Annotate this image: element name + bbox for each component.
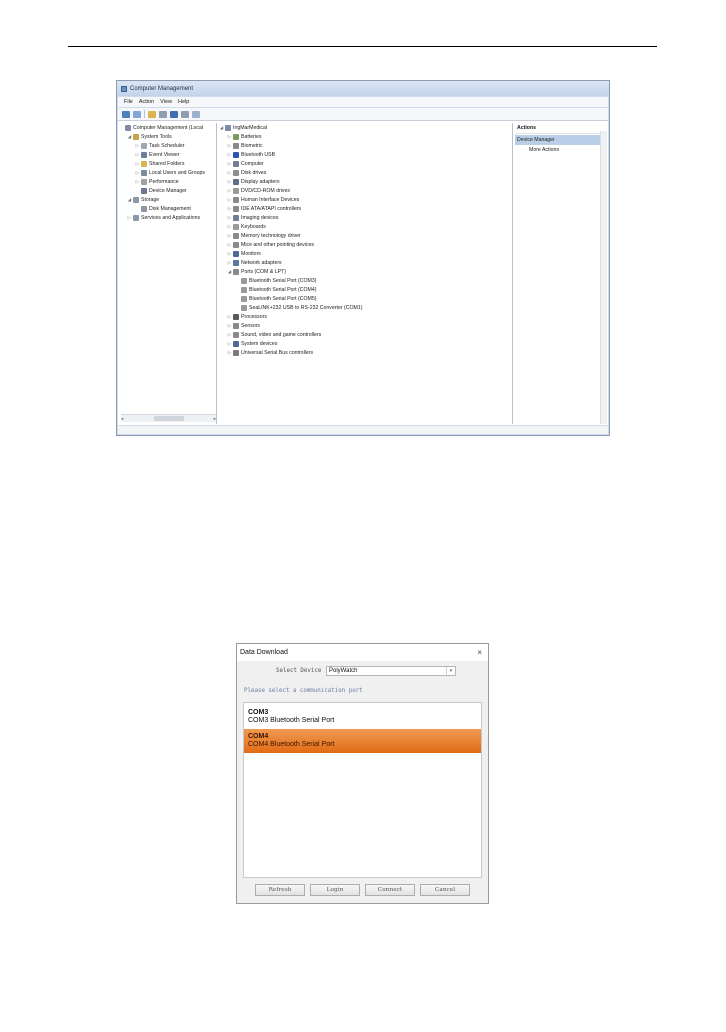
menu-help[interactable]: Help <box>178 99 190 105</box>
device-tree-item[interactable] <box>219 222 512 231</box>
expand-toggle-icon[interactable]: ▷ <box>135 142 140 148</box>
expand-toggle-icon[interactable]: ▷ <box>227 160 232 166</box>
device-tree-label: Network adapters <box>241 259 282 266</box>
device-tree-label: IDE ATA/ATAPI controllers <box>241 205 302 212</box>
console-tree-item[interactable] <box>119 168 216 177</box>
device-icon <box>233 134 239 140</box>
device-icon <box>141 161 147 167</box>
expand-toggle-icon[interactable]: ▷ <box>227 232 232 238</box>
device-icon <box>233 188 239 194</box>
expand-toggle-icon[interactable]: ▷ <box>227 187 232 193</box>
cm-menubar <box>118 97 608 107</box>
actions-pane <box>515 123 607 424</box>
console-tree-label: Event Viewer <box>149 151 180 158</box>
console-tree-item[interactable] <box>119 123 216 132</box>
data-download-dialog <box>236 643 489 904</box>
expand-toggle-icon[interactable]: ▷ <box>227 250 232 256</box>
device-icon <box>233 314 239 320</box>
device-tree-label: Bluetooth Serial Port (COM3) <box>249 277 317 284</box>
console-tree-label: Disk Management <box>149 205 191 212</box>
device-tree-item[interactable] <box>219 231 512 240</box>
expand-toggle-icon[interactable]: ▷ <box>227 223 232 229</box>
expand-toggle-icon[interactable]: ▷ <box>227 169 232 175</box>
actions-vscroll[interactable] <box>600 131 607 424</box>
device-icon <box>141 143 147 149</box>
device-tree-item[interactable] <box>219 249 512 258</box>
device-tree-label: Ports (COM & LPT) <box>241 268 286 275</box>
device-icon <box>133 134 139 140</box>
device-icon <box>241 278 247 284</box>
more-actions-label: More Actions <box>529 147 559 153</box>
cm-titlebar <box>117 81 609 96</box>
device-icon <box>233 161 239 167</box>
device-icon <box>241 287 247 293</box>
expand-toggle-icon[interactable]: ▷ <box>227 214 232 220</box>
device-tree-item[interactable] <box>219 339 512 348</box>
device-tree-label: Memory technology driver <box>241 232 301 239</box>
device-tree-item[interactable] <box>219 276 512 285</box>
device-tree-label: Biometric <box>241 142 263 149</box>
console-tree-label: System Tools <box>141 133 172 140</box>
port-name: COM4 <box>248 733 269 740</box>
expand-toggle-icon[interactable]: ▷ <box>227 349 232 355</box>
device-icon <box>233 215 239 221</box>
device-tree-item[interactable] <box>219 267 512 276</box>
console-tree-label: Device Manager <box>149 187 187 194</box>
computer-management-icon <box>121 86 127 92</box>
expand-toggle-icon[interactable]: ▷ <box>227 331 232 337</box>
expand-toggle-icon[interactable]: ▷ <box>127 214 132 220</box>
device-tree-item[interactable] <box>219 177 512 186</box>
device-tree-label: Sound, video and game controllers <box>241 331 322 338</box>
properties-icon[interactable] <box>181 111 189 118</box>
console-tree-pane <box>119 123 217 424</box>
device-icon <box>233 206 239 212</box>
device-icon <box>141 179 147 185</box>
expand-toggle-icon[interactable]: ▷ <box>227 340 232 346</box>
device-tree-label: Sensors <box>241 322 261 329</box>
up-folder-icon[interactable] <box>148 111 156 118</box>
device-tree-label: IngMarMedical <box>233 124 268 131</box>
device-tree-item[interactable] <box>219 141 512 150</box>
device-tree-item[interactable] <box>219 186 512 195</box>
login-button[interactable]: Login <box>310 884 360 896</box>
back-arrow-icon[interactable] <box>122 111 130 118</box>
device-tree-label: DVD/CD-ROM drives <box>241 187 290 194</box>
expand-toggle-icon[interactable]: ◢ <box>127 133 132 139</box>
chevron-down-icon[interactable]: ▾ <box>446 667 455 675</box>
console-tree-item[interactable] <box>119 141 216 150</box>
console-tree-label: Storage <box>141 196 160 203</box>
expand-toggle-icon[interactable]: ▷ <box>227 313 232 319</box>
device-tree-item[interactable] <box>219 213 512 222</box>
expand-toggle-icon[interactable]: ▷ <box>135 151 140 157</box>
cm-title: Computer Management <box>130 85 194 92</box>
scroll-right-icon[interactable]: ▸ <box>213 415 216 421</box>
device-icon <box>233 350 239 356</box>
console-tree-item[interactable] <box>119 150 216 159</box>
console-tree-hscroll[interactable] <box>121 414 216 422</box>
console-tree-item[interactable] <box>119 213 216 222</box>
console-tree-item[interactable] <box>119 132 216 141</box>
menu-action[interactable]: Action <box>138 99 155 105</box>
device-icon <box>233 197 239 203</box>
device-tree-item[interactable] <box>219 240 512 249</box>
cm-body <box>118 121 608 425</box>
computer-management-window <box>116 80 610 436</box>
port-list <box>243 702 482 878</box>
port-item-com4[interactable] <box>244 729 481 753</box>
cm-toolbar <box>118 108 608 121</box>
console-tree-item[interactable] <box>119 159 216 168</box>
device-icon <box>225 125 231 131</box>
device-icon <box>241 296 247 302</box>
device-tree-label: Keyboards <box>241 223 266 230</box>
device-tree-label: System devices <box>241 340 278 347</box>
device-tree-item[interactable] <box>219 303 512 312</box>
cancel-button[interactable]: Cancel <box>420 884 470 896</box>
device-tree-label: Universal Serial Bus controllers <box>241 349 314 356</box>
device-icon <box>133 197 139 203</box>
console-tree-item[interactable] <box>119 195 216 204</box>
actions-device-manager-label: Device Manager <box>517 137 555 143</box>
device-icon <box>233 323 239 329</box>
help-icon[interactable] <box>170 111 178 118</box>
device-icon <box>233 152 239 158</box>
expand-toggle-icon[interactable]: ▷ <box>135 160 140 166</box>
console-tree-item[interactable] <box>119 186 216 195</box>
more-actions[interactable] <box>515 145 607 155</box>
device-tree-item[interactable] <box>219 285 512 294</box>
device-tree-item[interactable] <box>219 195 512 204</box>
scroll-left-icon[interactable]: ◂ <box>121 415 124 421</box>
device-icon <box>233 170 239 176</box>
console-tree-label: Services and Applications <box>141 214 201 221</box>
console-tree-item[interactable] <box>119 204 216 213</box>
port-item-com3[interactable] <box>244 705 481 729</box>
port-name: COM3 <box>248 709 269 716</box>
expand-toggle-icon[interactable]: ▷ <box>227 133 232 139</box>
device-tree-item[interactable] <box>219 123 512 132</box>
device-tree-item[interactable] <box>219 204 512 213</box>
device-tree-label: Human Interface Devices <box>241 196 300 203</box>
device-tree-label: Mice and other pointing devices <box>241 241 314 248</box>
device-tree-label: Bluetooth USB <box>241 151 276 158</box>
device-icon <box>233 332 239 338</box>
page-header-rule <box>68 46 657 47</box>
device-tree-label: Bluetooth Serial Port (COM5) <box>249 295 317 302</box>
console-tree-label: Computer Management (Local <box>133 124 204 131</box>
dd-title: Data Download <box>240 649 288 656</box>
console-tree-label: Shared Folders <box>149 160 185 167</box>
device-icon <box>233 242 239 248</box>
device-tree-item[interactable] <box>219 321 512 330</box>
forward-arrow-icon[interactable] <box>133 111 141 118</box>
device-tree-pane <box>219 123 513 424</box>
device-icon <box>141 188 147 194</box>
device-tree-item[interactable] <box>219 312 512 321</box>
show-hide-tree-icon[interactable] <box>159 111 167 118</box>
expand-toggle-icon[interactable]: ◢ <box>127 196 132 202</box>
refresh-button[interactable]: Refresh <box>255 884 305 896</box>
scroll-thumb[interactable] <box>154 416 184 421</box>
device-icon <box>233 224 239 230</box>
select-device-label: Select Device <box>276 668 322 674</box>
device-tree-label: SeaLINK+232 USB to RS-232 Converter (COM1) <box>249 304 363 311</box>
device-tree-item[interactable] <box>219 330 512 339</box>
device-icon <box>133 215 139 221</box>
device-tree-item[interactable] <box>219 168 512 177</box>
expand-toggle-icon[interactable]: ▷ <box>135 169 140 175</box>
toolbar-separator <box>144 110 145 118</box>
console-tree-label: Performance <box>149 178 179 185</box>
device-tree-label: Imaging devices <box>241 214 279 221</box>
device-icon <box>241 305 247 311</box>
device-icon <box>233 251 239 257</box>
expand-toggle-icon[interactable]: ▷ <box>227 142 232 148</box>
device-tree-item[interactable] <box>219 258 512 267</box>
actions-header: Actions <box>515 123 607 134</box>
device-icon <box>233 260 239 266</box>
device-icon <box>233 143 239 149</box>
device-icon <box>233 179 239 185</box>
device-tree-label: Monitors <box>241 250 261 257</box>
expand-toggle-icon[interactable]: ◢ <box>227 268 232 274</box>
device-select-value: PolyWatch <box>329 668 358 674</box>
device-tree-label: Disk drives <box>241 169 267 176</box>
device-tree-label: Bluetooth Serial Port (COM4) <box>249 286 317 293</box>
device-tree-label: Display adapters <box>241 178 280 185</box>
connect-button[interactable]: Connect <box>365 884 415 896</box>
dialog-buttons <box>255 884 470 896</box>
expand-toggle-icon[interactable]: ◢ <box>219 124 224 130</box>
device-tree-label: Batteries <box>241 133 262 140</box>
expand-toggle-icon[interactable]: ▷ <box>135 178 140 184</box>
menu-file[interactable]: File <box>124 99 133 105</box>
device-icon <box>141 170 147 176</box>
console-tree-item[interactable] <box>119 177 216 186</box>
device-icon <box>233 341 239 347</box>
expand-toggle-icon[interactable]: ▷ <box>227 322 232 328</box>
device-tree-item[interactable] <box>219 348 512 357</box>
device-tree-item[interactable] <box>219 150 512 159</box>
console-tree-label: Task Scheduler <box>149 142 185 149</box>
expand-toggle-icon[interactable]: ▷ <box>227 151 232 157</box>
actions-device-manager[interactable] <box>515 135 607 145</box>
port-desc: COM3 Bluetooth Serial Port <box>248 717 335 724</box>
device-icon <box>141 206 147 212</box>
menu-view[interactable]: View <box>160 99 172 105</box>
expand-toggle-icon[interactable]: ▷ <box>227 205 232 211</box>
port-desc: COM4 Bluetooth Serial Port <box>248 741 335 748</box>
cm-statusbar <box>118 426 608 434</box>
scan-hardware-icon[interactable] <box>192 111 200 118</box>
device-icon <box>125 125 131 131</box>
expand-toggle-icon[interactable]: ▷ <box>227 178 232 184</box>
device-tree-item[interactable] <box>219 294 512 303</box>
close-icon[interactable]: × <box>477 648 482 657</box>
device-icon <box>233 233 239 239</box>
device-tree-item[interactable] <box>219 159 512 168</box>
device-icon <box>233 269 239 275</box>
expand-toggle-icon[interactable]: ▷ <box>227 259 232 265</box>
device-select[interactable] <box>326 666 456 676</box>
device-tree-label: Processors <box>241 313 267 320</box>
expand-toggle-icon[interactable]: ▷ <box>227 241 232 247</box>
dd-titlebar <box>237 644 488 661</box>
expand-toggle-icon[interactable]: ▷ <box>227 196 232 202</box>
device-tree-item[interactable] <box>219 132 512 141</box>
console-tree-label: Local Users and Groups <box>149 169 205 176</box>
device-tree-label: Computer <box>241 160 264 167</box>
port-hint: Please select a communication port <box>244 688 363 694</box>
device-icon <box>141 152 147 158</box>
